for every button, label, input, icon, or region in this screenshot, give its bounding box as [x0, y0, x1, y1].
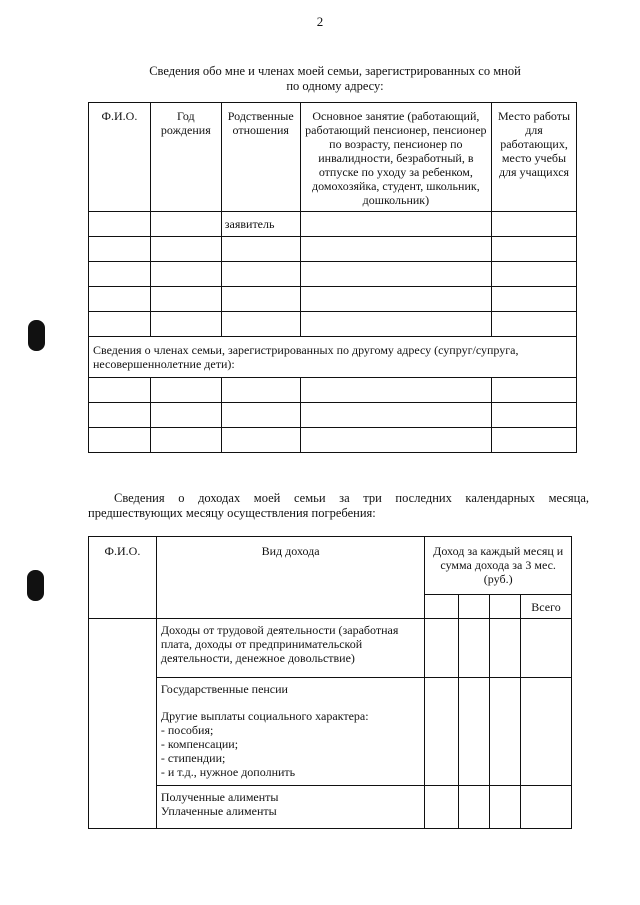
month-2-header — [459, 595, 490, 619]
family-section-heading — [90, 64, 580, 94]
column-header-income-type: Вид дохода — [156, 537, 424, 619]
heading-line-2: по одному адресу: — [286, 79, 384, 93]
column-header-total: Всего — [521, 595, 572, 619]
binder-hole-mark — [27, 570, 44, 601]
income-table — [88, 536, 572, 829]
month-3-header — [490, 595, 521, 619]
table-row — [89, 287, 577, 312]
table-row — [89, 312, 577, 337]
table-header-row — [89, 537, 572, 595]
occupation-cell[interactable] — [300, 212, 491, 237]
fio-cell[interactable] — [89, 619, 157, 829]
birth-year-cell[interactable] — [150, 212, 221, 237]
income-intro-text: Сведения о доходах моей семьи за три последних календарных месяца, предшествующих месяцу осуществления погребения: — [88, 491, 589, 520]
table-row — [89, 212, 577, 237]
family-members-table — [88, 102, 577, 453]
other-address-label: Сведения о членах семьи, зарегистрированных по другому адресу (супруг/супруга, несовершеннолетние дети): — [89, 337, 577, 378]
alimony-cell — [156, 786, 424, 829]
column-header-monthly-income: Доход за каждый месяц и сумма дохода за 3 мес. (руб.) — [425, 537, 572, 595]
table-header-row — [89, 103, 577, 212]
fio-cell[interactable] — [89, 212, 151, 237]
table-row — [89, 237, 577, 262]
applicant-label: заявитель — [224, 217, 275, 231]
social-item: - и т.д., нужное дополнить — [160, 765, 296, 779]
income-row-labor — [89, 619, 572, 678]
alimony-received-label: Полученные алименты — [160, 790, 279, 804]
heading-line-1: Сведения обо мне и членах моей семьи, зарегистрированных со мной — [149, 64, 521, 78]
social-item: - пособия; — [160, 723, 214, 737]
binder-hole-mark — [28, 320, 45, 351]
social-item: - компенсации; — [160, 737, 239, 751]
alimony-paid-label: Уплаченные алименты — [160, 804, 277, 818]
column-header-fio: Ф.И.О. — [89, 103, 151, 212]
relation-cell[interactable] — [221, 212, 300, 237]
social-payments-title: Другие выплаты социального характера: — [160, 709, 369, 723]
column-header-relation: Родственные отношения — [221, 103, 300, 212]
column-header-workplace: Место работы для работающих, место учебы для учащихся — [492, 103, 577, 212]
pensions-social-cell — [156, 678, 424, 786]
column-header-fio: Ф.И.О. — [89, 537, 157, 619]
table-row — [89, 378, 577, 403]
column-header-occupation: Основное занятие (работающий, работающий пенсионер, пенсионер по возрасту, пенсионер по инвалидности, безработный, в отпуске по уходу за ребенком, домохозяйка, студент, школьник, дошкольник) — [300, 103, 491, 212]
other-address-row — [89, 337, 577, 378]
labor-income-label: Доходы от трудовой деятельности (заработная плата, доходы от предпринимательской деятельности, денежное довольствие) — [156, 619, 424, 678]
table-row — [89, 262, 577, 287]
social-item: - стипендии; — [160, 751, 226, 765]
income-row-alimony — [89, 786, 572, 829]
table-row — [89, 428, 577, 453]
income-row-pensions — [89, 678, 572, 786]
workplace-cell[interactable] — [492, 212, 577, 237]
page-number: 2 — [316, 14, 324, 29]
column-header-birth-year: Год рождения — [150, 103, 221, 212]
table-row — [89, 403, 577, 428]
pensions-label: Государственные пенсии — [160, 682, 288, 696]
month-1-header — [425, 595, 459, 619]
